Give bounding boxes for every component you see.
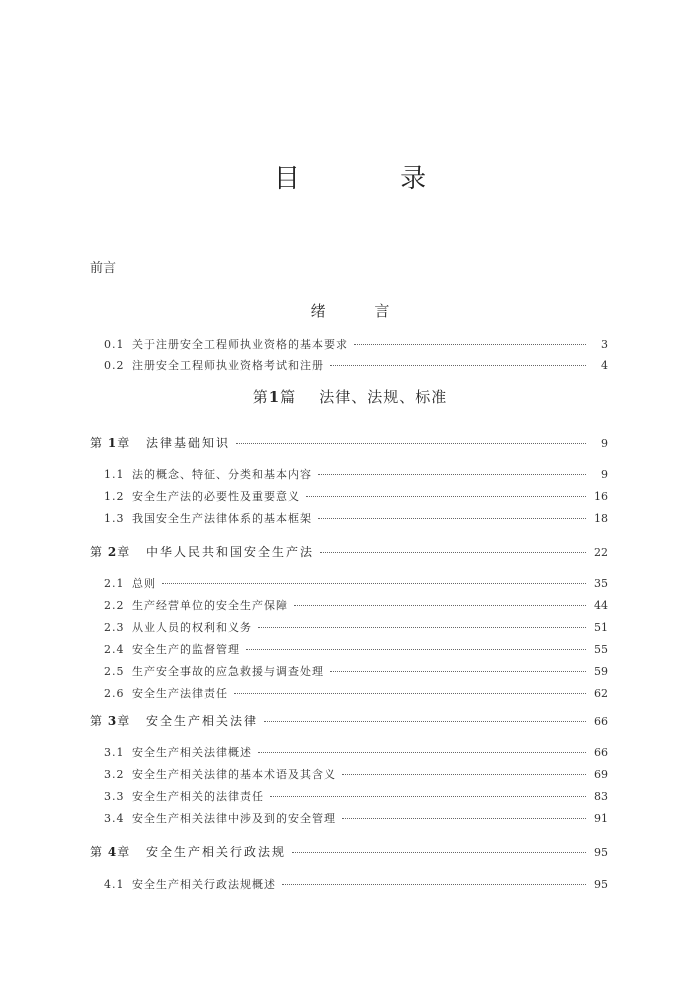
section-number: 2.6 [104, 687, 125, 700]
dot-leader [320, 551, 586, 553]
chapter-title: 安全生产相关行政法规 [146, 845, 287, 859]
toc-entry-3-1[interactable] [104, 744, 608, 760]
chapter-title: 安全生产相关法律 [146, 714, 259, 728]
toc-entry-2-6[interactable] [104, 685, 608, 701]
section-title: 安全生产相关法律的基本术语及其含义 [132, 768, 336, 781]
section-number: 2.3 [104, 621, 125, 634]
dot-leader [258, 751, 586, 753]
section-number: 0.2 [104, 359, 125, 372]
chapter-title: 中华人民共和国安全生产法 [146, 545, 315, 559]
dot-leader [342, 817, 586, 819]
page-number: 55 [594, 643, 608, 656]
part-prefix: 第 [252, 388, 269, 406]
toc-entry-2-4[interactable] [104, 641, 608, 657]
page-number: 95 [594, 878, 608, 891]
dot-leader [236, 442, 586, 444]
section-number: 1.3 [104, 512, 125, 525]
section-title: 安全生产相关法律中涉及到的安全管理 [132, 812, 336, 825]
toc-entry-1-3[interactable] [104, 510, 608, 526]
section-number: 3.3 [104, 790, 125, 803]
toc-entry-2-2[interactable] [104, 597, 608, 613]
page-number: 16 [594, 490, 608, 503]
chapter-number: 第 2章 [90, 545, 131, 559]
toc-chapter-1[interactable] [90, 434, 608, 451]
section-number: 4.1 [104, 878, 125, 891]
section-title: 安全生产法律责任 [132, 687, 228, 700]
section-title: 生产安全事故的应急救援与调查处理 [132, 665, 324, 678]
section-number: 1.1 [104, 468, 125, 481]
section-number: 3.1 [104, 746, 125, 759]
section-number: 2.2 [104, 599, 125, 612]
section-title: 关于注册安全工程师执业资格的基本要求 [132, 338, 348, 351]
page-number: 95 [594, 846, 608, 859]
toc-entry-0-1[interactable] [104, 336, 608, 352]
toc-entry-3-2[interactable] [104, 766, 608, 782]
section-number: 2.4 [104, 643, 125, 656]
toc-entry-1-1[interactable] [104, 466, 608, 482]
page-number: 22 [594, 546, 608, 559]
page-number: 51 [594, 621, 608, 634]
dot-leader [282, 883, 586, 885]
toc-chapter-2[interactable] [90, 543, 608, 560]
chapter-title: 法律基础知识 [146, 436, 231, 450]
part-number: 1 [268, 388, 281, 406]
dot-leader [330, 364, 586, 366]
section-number: 1.2 [104, 490, 125, 503]
page-number: 44 [594, 599, 608, 612]
toc-entry-3-4[interactable] [104, 810, 608, 826]
section-number: 0.1 [104, 338, 125, 351]
part-suffix: 篇 [280, 388, 297, 406]
toc-entry-1-2[interactable] [104, 488, 608, 504]
section-title: 从业人员的权利和义务 [132, 621, 252, 634]
dot-leader [162, 582, 586, 584]
section-number: 2.5 [104, 665, 125, 678]
chapter-number: 第 4章 [90, 845, 131, 859]
page-number: 66 [594, 746, 608, 759]
section-title: 安全生产的监督管理 [132, 643, 240, 656]
toc-entry-0-2[interactable] [104, 357, 608, 373]
preface-entry[interactable]: 前言 [90, 261, 117, 276]
part-name: 法律、法规、标准 [319, 388, 448, 406]
dot-leader [246, 648, 586, 650]
dot-leader [270, 795, 586, 797]
toc-chapter-4[interactable] [90, 843, 608, 860]
page-number: 3 [601, 338, 608, 351]
dot-leader [330, 670, 586, 672]
page-number: 83 [594, 790, 608, 803]
section-title: 安全生产法的必要性及重要意义 [132, 490, 300, 503]
dot-leader [354, 343, 586, 345]
dot-leader [318, 473, 586, 475]
page-number: 59 [594, 665, 608, 678]
page-number: 9 [601, 437, 608, 450]
page-number: 66 [594, 715, 608, 728]
page-title: 目 录 [273, 164, 473, 194]
toc-entry-2-1[interactable] [104, 575, 608, 591]
chapter-number: 第 1章 [90, 436, 131, 450]
section-title: 我国安全生产法律体系的基本框架 [132, 512, 312, 525]
section-title: 生产经营单位的安全生产保障 [132, 599, 288, 612]
toc-entry-4-1[interactable] [104, 876, 608, 892]
section-title: 总则 [132, 577, 156, 590]
dot-leader [292, 851, 586, 853]
page-number: 69 [594, 768, 608, 781]
page-number: 9 [601, 468, 608, 481]
page-number: 18 [594, 512, 608, 525]
section-title: 安全生产相关的法律责任 [132, 790, 264, 803]
toc-entry-2-3[interactable] [104, 619, 608, 635]
toc-entry-2-5[interactable] [104, 663, 608, 679]
dot-leader [342, 773, 586, 775]
section-title: 安全生产相关法律概述 [132, 746, 252, 759]
section-number: 2.1 [104, 577, 125, 590]
section-number: 3.4 [104, 812, 125, 825]
toc-chapter-3[interactable] [90, 712, 608, 729]
part-heading [0, 386, 700, 407]
section-number: 3.2 [104, 768, 125, 781]
intro-heading: 绪 言 [310, 302, 412, 320]
page-number: 91 [594, 812, 608, 825]
page-number: 62 [594, 687, 608, 700]
section-title: 安全生产相关行政法规概述 [132, 878, 276, 891]
chapter-number: 第 3章 [90, 714, 131, 728]
dot-leader [234, 692, 586, 694]
section-title: 注册安全工程师执业资格考试和注册 [132, 359, 324, 372]
page-number: 35 [594, 577, 608, 590]
dot-leader [306, 495, 586, 497]
dot-leader [294, 604, 586, 606]
dot-leader [258, 626, 586, 628]
page-number: 4 [601, 359, 608, 372]
dot-leader [318, 517, 586, 519]
toc-entry-3-3[interactable] [104, 788, 608, 804]
section-title: 法的概念、特征、分类和基本内容 [132, 468, 312, 481]
dot-leader [264, 720, 586, 722]
